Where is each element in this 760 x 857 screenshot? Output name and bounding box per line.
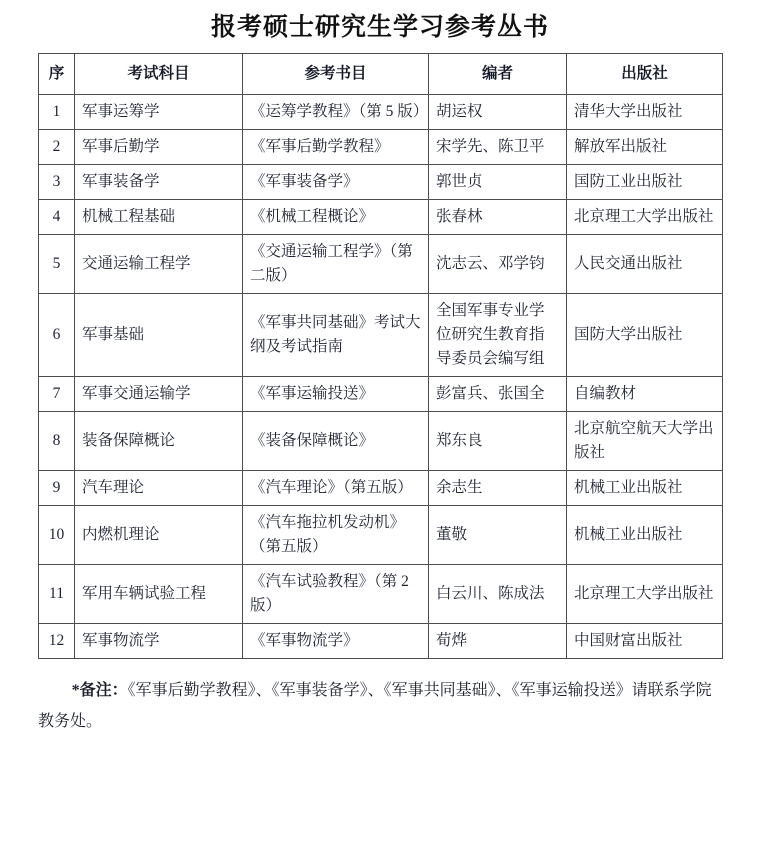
cell-publisher: 北京航空航天大学出版社 [567,412,723,471]
cell-subject: 军事后勤学 [75,130,243,165]
footnote-label: *备注： [71,682,128,699]
cell-index: 7 [39,377,75,412]
cell-book: 《交通运输工程学》（第二版） [243,235,429,294]
cell-editor: 沈志云、邓学钧 [429,235,567,294]
table-header-row [39,54,723,95]
cell-book: 《军事物流学》 [243,624,429,659]
cell-publisher: 人民交通出版社 [567,235,723,294]
cell-subject: 军事基础 [75,294,243,377]
cell-book: 《运筹学教程》（第 5 版） [243,95,429,130]
cell-index: 3 [39,165,75,200]
cell-publisher: 清华大学出版社 [567,95,723,130]
cell-book: 《装备保障概论》 [243,412,429,471]
cell-index: 9 [39,471,75,506]
cell-book: 《机械工程概论》 [243,200,429,235]
cell-editor: 全国军事专业学位研究生教育指导委员会编写组 [429,294,567,377]
table-row [39,165,723,200]
table-row [39,95,723,130]
cell-book: 《军事后勤学教程》 [243,130,429,165]
cell-publisher: 北京理工大学出版社 [567,200,723,235]
cell-book: 《汽车理论》（第五版） [243,471,429,506]
cell-book: 《军事装备学》 [243,165,429,200]
column-header-subject: 考试科目 [75,54,243,95]
page-title: 报考硕士研究生学习参考丛书 [210,14,549,41]
cell-publisher: 中国财富出版社 [567,624,723,659]
cell-book: 《汽车拖拉机发动机》（第五版） [243,506,429,565]
table-row [39,471,723,506]
cell-editor: 彭富兵、张国全 [429,377,567,412]
cell-index: 6 [39,294,75,377]
cell-publisher: 机械工业出版社 [567,471,723,506]
cell-subject: 军用车辆试验工程 [75,565,243,624]
footnote-text: 《军事后勤学教程》、《军事装备学》、《军事共同基础》、《军事运输投送》请联系学院教务处。 [38,682,712,730]
table-row [39,565,723,624]
cell-index: 12 [39,624,75,659]
cell-editor: 余志生 [429,471,567,506]
cell-subject: 内燃机理论 [75,506,243,565]
cell-book: 《军事运输投送》 [243,377,429,412]
table-row [39,294,723,377]
cell-editor: 荀烨 [429,624,567,659]
cell-editor: 张春林 [429,200,567,235]
table-body [39,95,723,659]
column-header-index: 序 [39,54,75,95]
cell-subject: 军事交通运输学 [75,377,243,412]
column-header-book: 参考书目 [243,54,429,95]
column-header-editor: 编者 [429,54,567,95]
cell-subject: 军事运筹学 [75,95,243,130]
cell-editor: 白云川、陈成法 [429,565,567,624]
cell-index: 8 [39,412,75,471]
table-row [39,130,723,165]
cell-index: 10 [39,506,75,565]
column-header-publisher: 出版社 [567,54,723,95]
cell-subject: 军事装备学 [75,165,243,200]
reference-books-table [38,53,723,659]
cell-publisher: 国防工业出版社 [567,165,723,200]
cell-index: 1 [39,95,75,130]
cell-index: 4 [39,200,75,235]
table-header [39,54,723,95]
table-row [39,506,723,565]
cell-publisher: 北京理工大学出版社 [567,565,723,624]
cell-editor: 郭世贞 [429,165,567,200]
cell-publisher: 自编教材 [567,377,723,412]
table-row [39,412,723,471]
footnote [38,659,722,737]
cell-editor: 董敬 [429,506,567,565]
table-row [39,235,723,294]
cell-publisher: 国防大学出版社 [567,294,723,377]
cell-publisher: 机械工业出版社 [567,506,723,565]
cell-editor: 郑东良 [429,412,567,471]
cell-subject: 交通运输工程学 [75,235,243,294]
cell-editor: 胡运权 [429,95,567,130]
cell-publisher: 解放军出版社 [567,130,723,165]
cell-index: 2 [39,130,75,165]
cell-subject: 装备保障概论 [75,412,243,471]
cell-subject: 军事物流学 [75,624,243,659]
cell-editor: 宋学先、陈卫平 [429,130,567,165]
cell-book: 《汽车试验教程》（第 2 版） [243,565,429,624]
cell-subject: 汽车理论 [75,471,243,506]
table-row [39,624,723,659]
cell-index: 5 [39,235,75,294]
cell-book: 《军事共同基础》考试大纲及考试指南 [243,294,429,377]
table-row [39,377,723,412]
reference-books-table-container [38,45,722,659]
table-row [39,200,723,235]
cell-index: 11 [39,565,75,624]
cell-subject: 机械工程基础 [75,200,243,235]
